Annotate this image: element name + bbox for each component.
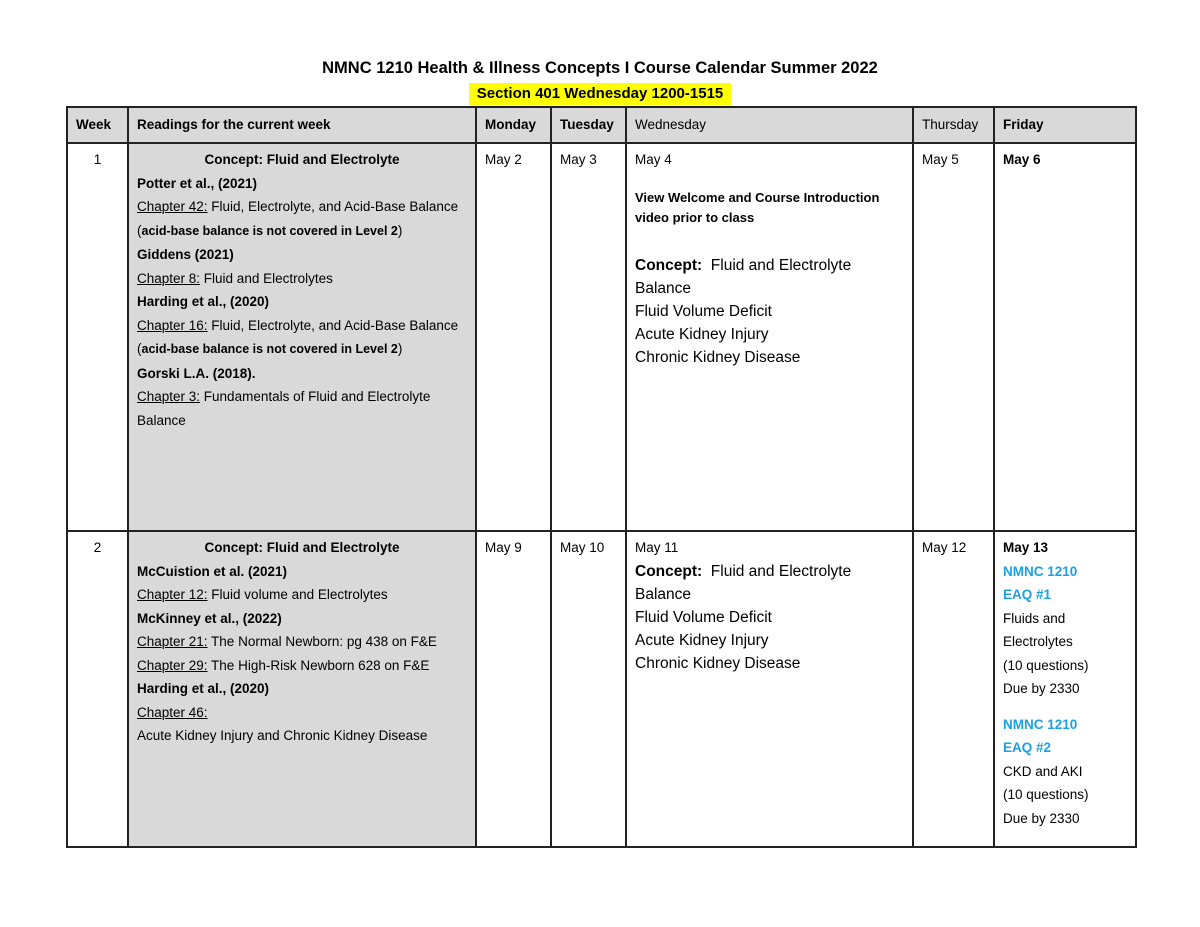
header-monday: Monday [476, 107, 551, 143]
concept-text: Fluid and Electrolyte Balance [635, 256, 856, 297]
readings-author: McCuistion et al. (2021) [137, 563, 288, 579]
monday-cell: May 2 [476, 143, 551, 531]
friday-cell [994, 531, 1136, 847]
week-number: 1 [67, 143, 128, 531]
wednesday-topic: Fluid Volume Deficit [635, 608, 772, 626]
monday-cell: May 9 [476, 531, 551, 847]
eaq-question-count: (10 questions) [1003, 657, 1089, 673]
readings-chapter [137, 314, 467, 362]
concept-label: Concept: [635, 256, 703, 274]
wednesday-concept [635, 254, 904, 300]
wednesday-note: View Welcome and Course Introduction video prior to class [635, 189, 880, 225]
week-row-2 [67, 531, 1136, 847]
header-thursday: Thursday [913, 107, 994, 143]
readings-chapter [137, 583, 467, 607]
chapter-link[interactable]: Chapter 16: [137, 317, 208, 333]
readings-chapter [137, 385, 467, 432]
thursday-cell: May 12 [913, 531, 994, 847]
chapter-link[interactable]: Chapter 3: [137, 389, 201, 404]
header-tuesday: Tuesday [551, 107, 626, 143]
chapter-title: Acute Kidney Injury and Chronic Kidney Disease [137, 728, 428, 743]
wednesday-cell [626, 143, 913, 531]
thursday-cell: May 5 [913, 143, 994, 531]
chapter-link[interactable]: Chapter 42: [137, 199, 208, 214]
week-row-1 [67, 143, 1136, 531]
friday-cell: May 6 [994, 143, 1136, 531]
header-row [67, 107, 1136, 143]
wednesday-topic: Fluid Volume Deficit [635, 302, 772, 320]
chapter-note: acid-base balance is not covered in Level 2 [141, 342, 398, 356]
chapter-title: Fluid and Electrolytes [200, 270, 333, 286]
readings-author: Giddens (2021) [137, 247, 234, 262]
wednesday-topic: Chronic Kidney Disease [635, 348, 801, 366]
chapter-note: acid-base balance is not covered in Level 2 [141, 223, 398, 238]
eaq-course: NMNC 1210 [1003, 563, 1078, 579]
wednesday-topic: Chronic Kidney Disease [635, 654, 801, 672]
header-wednesday: Wednesday [626, 107, 913, 143]
readings-chapter [137, 654, 467, 678]
chapter-title: The Normal Newborn: pg 438 on F&E [207, 634, 437, 649]
wednesday-topic: Acute Kidney Injury [635, 325, 769, 343]
readings-author: Harding et al., (2020) [137, 294, 270, 309]
section-subtitle: Section 401 Wednesday 1200-1515 [469, 83, 732, 105]
readings-author: McKinney et al., (2022) [137, 610, 282, 626]
chapter-link[interactable]: Chapter 21: [137, 634, 208, 649]
concept-text: Fluid and Electrolyte Balance [635, 562, 856, 603]
readings-chapter [137, 701, 467, 725]
readings-author: Potter et al., (2021) [137, 175, 258, 191]
readings-cell [128, 143, 476, 531]
document-title: NMNC 1210 Health & Illness Concepts I Course Calendar Summer 2022 [322, 59, 878, 77]
course-calendar-table [66, 106, 1137, 848]
subtitle-container [0, 83, 1200, 105]
chapter-title: Fundamentals of Fluid and Electrolyte Balance [137, 389, 431, 428]
eaq-title: EAQ #2 [1003, 740, 1052, 755]
concept-label: Concept: [635, 562, 703, 580]
readings-chapter [137, 195, 467, 243]
wednesday-concept [635, 560, 904, 606]
chapter-note-end: ) [397, 222, 403, 238]
chapter-title: Fluid volume and Electrolytes [207, 587, 388, 602]
header-friday: Friday [994, 107, 1136, 143]
chapter-link[interactable]: Chapter 46: [137, 704, 208, 720]
tuesday-cell: May 10 [551, 531, 626, 847]
friday-date: May 13 [1003, 540, 1049, 555]
readings-concept: Concept: Fluid and Electrolyte [204, 540, 400, 555]
readings-author: Harding et al., (2020) [137, 681, 270, 696]
wednesday-date: May 11 [635, 540, 679, 555]
chapter-title: The High-Risk Newborn 628 on F&E [207, 657, 430, 673]
readings-concept: Concept: Fluid and Electrolyte [204, 152, 400, 167]
readings-chapter [137, 267, 467, 291]
eaq-due: Due by 2330 [1003, 810, 1080, 826]
eaq-due: Due by 2330 [1003, 681, 1080, 696]
tuesday-cell: May 3 [551, 143, 626, 531]
chapter-note-end: ) [397, 341, 403, 356]
chapter-link[interactable]: Chapter 12: [137, 587, 208, 602]
chapter-title: Fluid, Electrolyte, and Acid-Base Balance ( [137, 317, 459, 356]
readings-chapter [137, 630, 467, 654]
eaq-topic: Fluids and Electrolytes [1003, 610, 1073, 649]
header-week: Week [67, 107, 128, 143]
week-number: 2 [67, 531, 128, 847]
eaq-course: NMNC 1210 [1003, 716, 1078, 732]
eaq-topic: CKD and AKI [1003, 763, 1083, 779]
readings-cell [128, 531, 476, 847]
chapter-title: Fluid, Electrolyte, and Acid-Base Balance ( [137, 199, 459, 238]
chapter-link[interactable]: Chapter 8: [137, 270, 201, 286]
eaq-title: EAQ #1 [1003, 587, 1052, 602]
wednesday-cell [626, 531, 913, 847]
header-readings: Readings for the current week [128, 107, 476, 143]
eaq-question-count: (10 questions) [1003, 787, 1089, 802]
chapter-link[interactable]: Chapter 29: [137, 657, 208, 673]
wednesday-topic: Acute Kidney Injury [635, 631, 769, 649]
readings-author: Gorski L.A. (2018). [137, 365, 256, 381]
wednesday-date: May 4 [635, 152, 672, 167]
